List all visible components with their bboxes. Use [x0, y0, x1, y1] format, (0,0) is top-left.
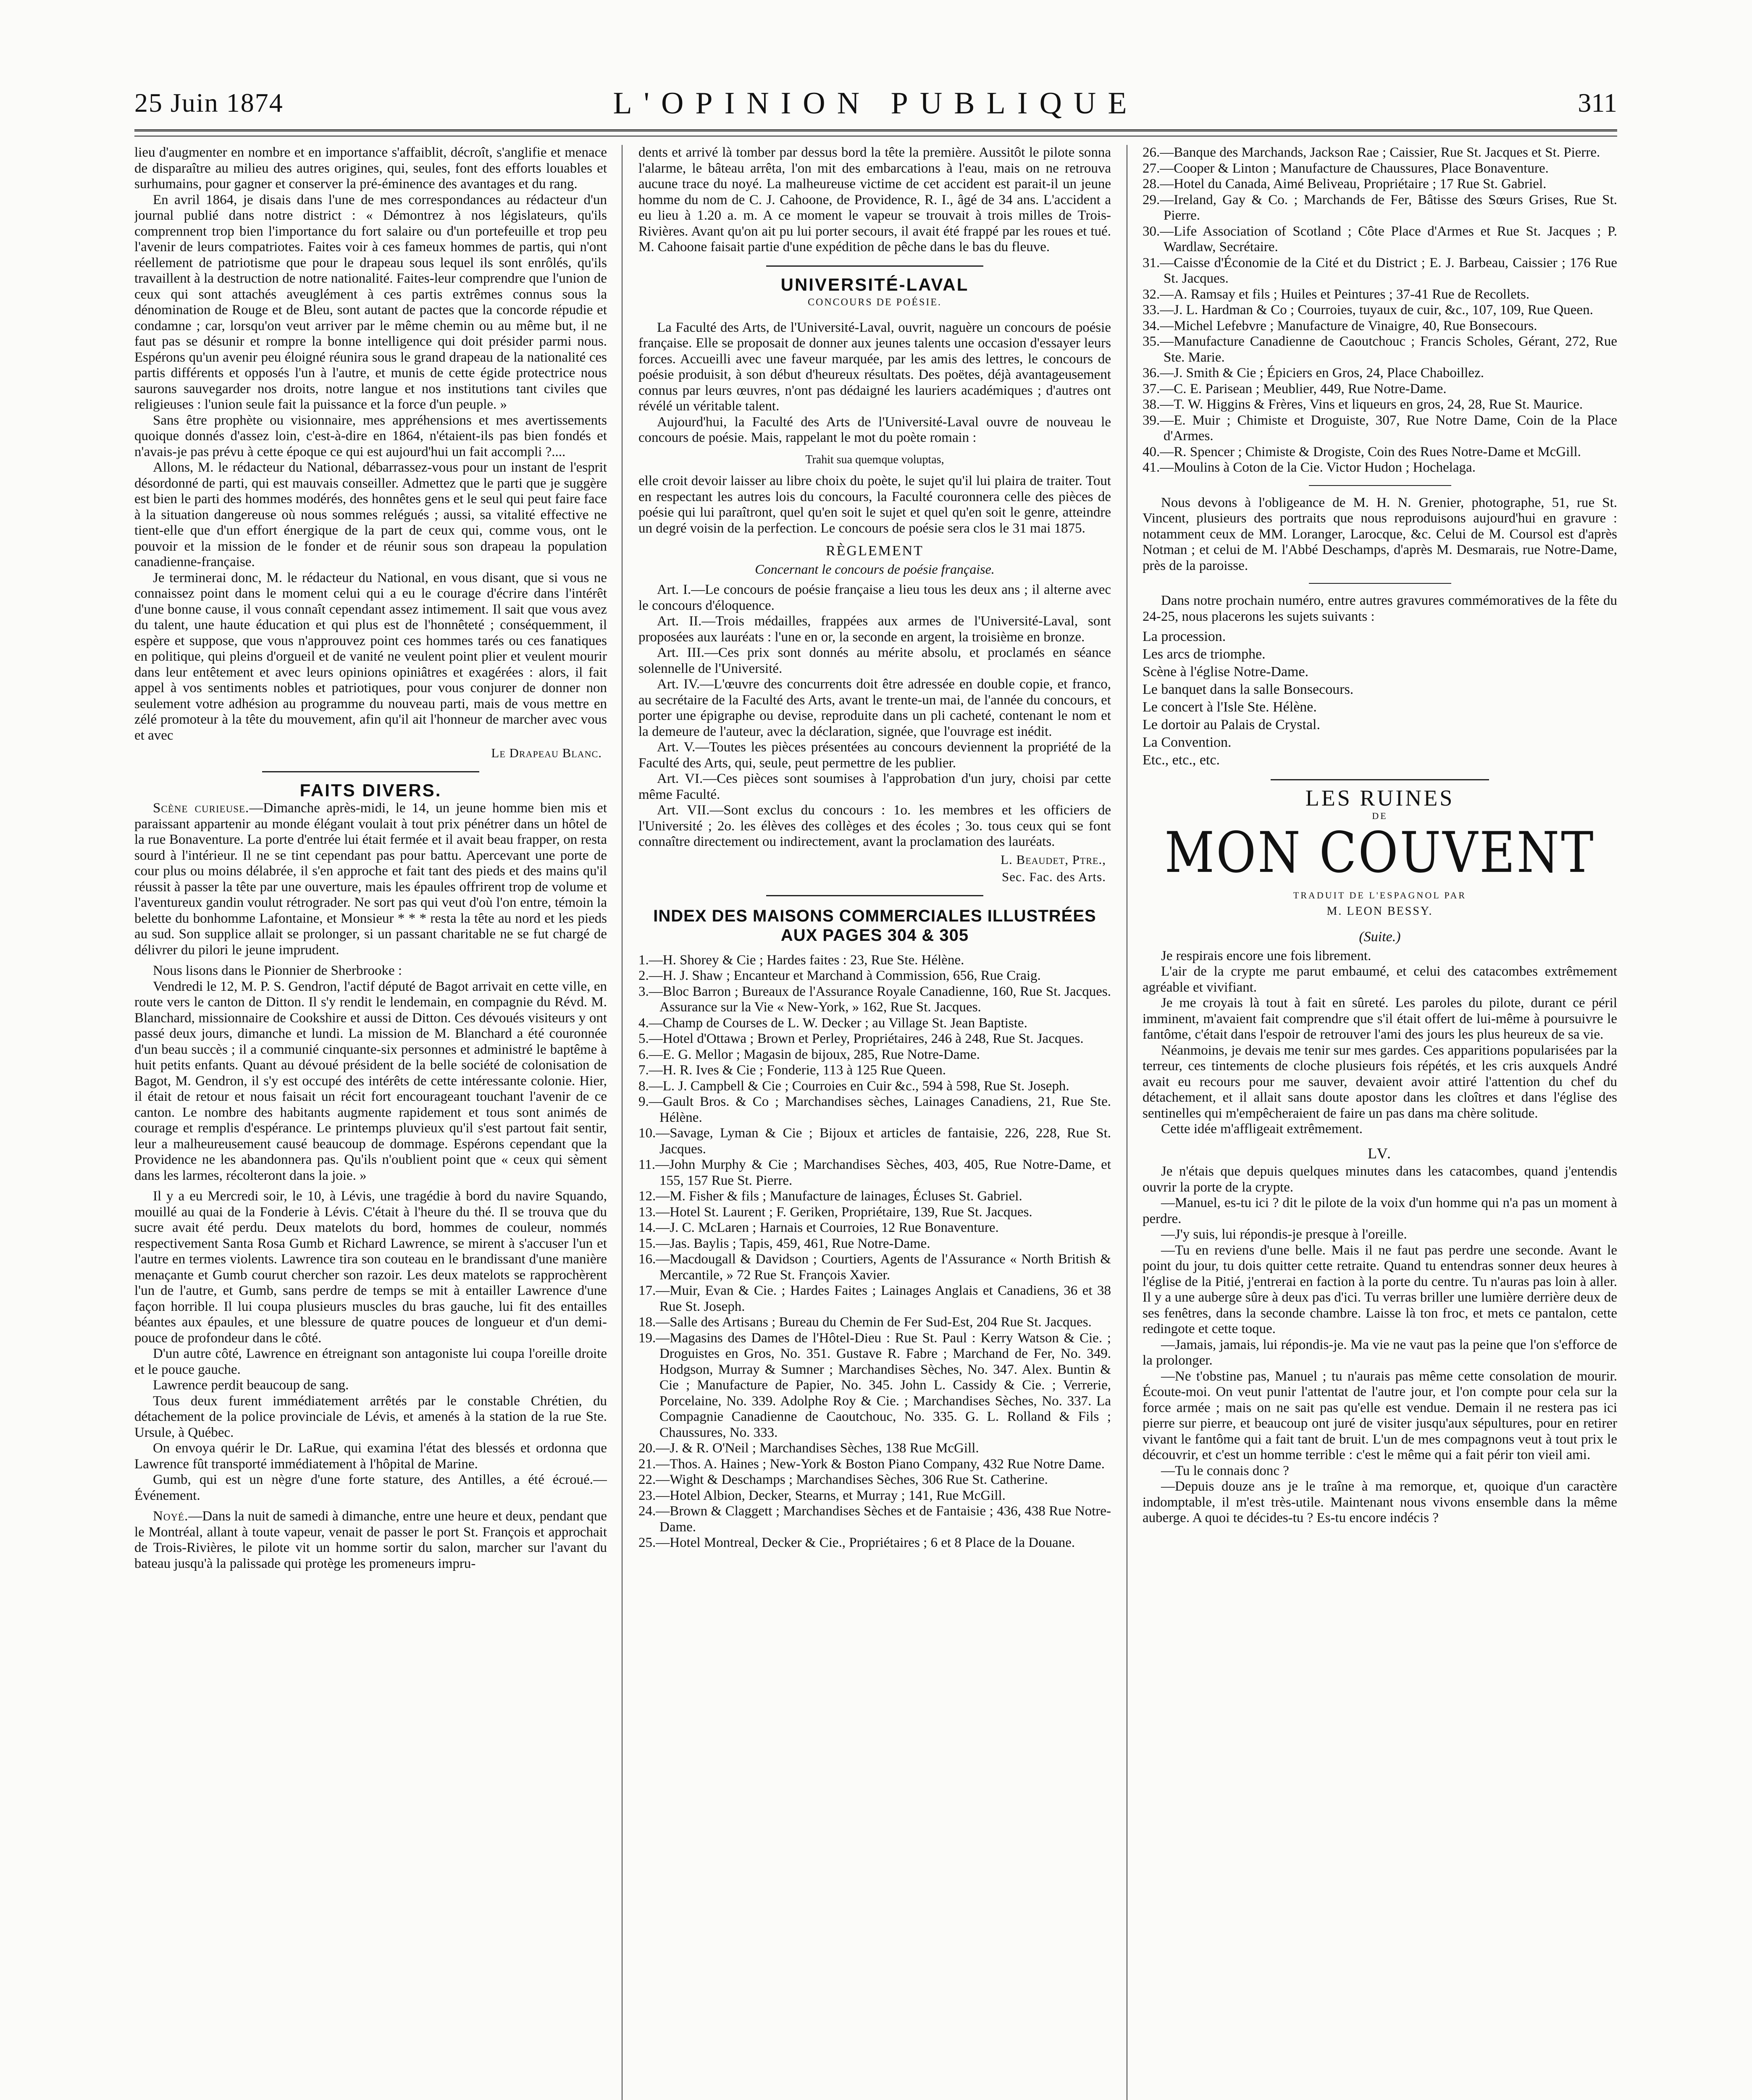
list-item: 22.—Wight & Deschamps ; Marchandises Sèches, 306 Rue St. Catherine.	[638, 1472, 1048, 1487]
business-index-list	[638, 953, 1111, 1551]
serial-paragraph: —Jamais, jamais, lui répondis-je. Ma vie ne vaut pas la peine que l'on s'efforce de la prolonger.	[1143, 1337, 1617, 1368]
list-item: Les arcs de triomphe.	[1143, 646, 1266, 662]
list-item: 14.—J. C. McLaren ; Harnais et Courroies, 12 Rue Bonaventure.	[638, 1220, 999, 1235]
list-item: 39.—E. Muir ; Chimiste et Droguiste, 307, Rue Notre Dame, Coin de la Place d'Armes.	[1143, 412, 1617, 444]
list-item: 18.—Salle des Artisans ; Bureau du Chemin de Fer Sud-Est, 204 Rue St. Jacques.	[638, 1315, 1092, 1330]
serial-paragraph: Néanmoins, je devais me tenir sur mes gardes. Ces apparitions popularisées par la terreur, ces tintements de cloche plusieurs fois répétés, et les cris auxquels André avait eu recours pour me sauver, devaient avoir attiré l'attention du chef du détachement, et il allait sans doute apostor dans les cloîtres et dans l'église des sentinelles qui m'empêcheraient de faire un pas dans ma chère solitude.	[1143, 1042, 1617, 1121]
list-item: 12.—M. Fisher & fils ; Manufacture de lainages, Écluses St. Gabriel.	[638, 1189, 1022, 1204]
engraving-subjects-list	[1143, 628, 1617, 769]
article-signature: Le Drapeau Blanc.	[491, 746, 602, 760]
list-item: 11.—John Murphy & Cie ; Marchandises Sèches, 403, 405, Rue Notre-Dame, et 155, 157 Rue St. Pierre.	[638, 1157, 1111, 1188]
chapter-number: LV.	[1367, 1144, 1392, 1162]
list-item: Le concert à l'Isle Ste. Hélène.	[1143, 699, 1317, 715]
rule-article: Art. II.—Trois médailles, frappées aux armes de l'Université-Laval, sont proposées aux lauréats : l'une en or, la seconde en argent, la troisième en bronze.	[638, 614, 1111, 645]
list-item: 41.—Moulins à Coton de la Cie. Victor Hudon ; Hochelaga.	[1143, 460, 1476, 475]
section-rule	[262, 771, 480, 772]
list-item: 5.—Hotel d'Ottawa ; Brown et Perley, Propriétaires, 246 à 248, Rue St. Jacques.	[638, 1031, 1084, 1046]
article-paragraph: lieu d'augmenter en nombre et en importance s'affaiblit, décroît, s'anglifie et menace de disparaître au milieu des autres origines, qui, seules, font des efforts louables et surhumains, pour gagner et conserver la pré-éminence des avantages et du rang.	[134, 145, 607, 192]
rule-article: Art. I.—Le concours de poésie française a lieu tous les deux ans ; il alterne avec le concours d'éloquence.	[638, 582, 1111, 613]
serial-paragraph: —Manuel, es-tu ici ? dit le pilote de la voix d'un homme qui n'a pas un moment à perdre.	[1143, 1195, 1617, 1226]
list-item: 19.—Magasins des Dames de l'Hôtel-Dieu : Rue St. Paul : Kerry Watson & Cie. ; Droguistes en Gros, No. 351. Gustave R. Fabre ; Marchand de Fer, No. 349. Hodgson, Murray & Sumner ; Marchandises Sèches, No. 347. Alex. Buntin & Cie ; Manufacture de Papier, No. 345. John L. Cassidy & Cie. ; Verrerie, Porcelaine, No. 339. Adolphe Roy & Cie. ; Marchandises Sèches, No. 337. La Compagnie Canadienne de Caoutchouc, No. 335. G. L. Rolland & Fils ; Chaussures, No. 333.	[638, 1330, 1111, 1440]
serial-de: DE	[1372, 810, 1388, 821]
section-rule	[766, 895, 984, 896]
list-item: 15.—Jas. Baylis ; Tapis, 459, 461, Rue Notre-Dame.	[638, 1236, 930, 1251]
serial-continued: (Suite.)	[1359, 929, 1401, 945]
article-signature: L. Beaudet, Ptre.,	[1001, 852, 1106, 867]
list-item: 20.—J. & R. O'Neil ; Marchandises Sèches, 138 Rue McGill.	[638, 1441, 979, 1456]
serial-paragraph: —Depuis douze ans je le traîne à ma remorque, et, quoique d'un caractère indomptable, il m'est très-utile. Maintenant nous vivons ensemble dans la même auberge. A quoi te décides-tu ? Es-tu encore indécis ?	[1143, 1479, 1617, 1525]
reglement-heading: RÈGLEMENT	[826, 543, 924, 559]
rule-article: Art. V.—Toutes les pièces présentées au concours deviennent la propriété de la Faculté des Arts, qui, seule, peut permettre de les publier.	[638, 740, 1111, 771]
serial-title: MON COUVENT	[1164, 820, 1595, 886]
news-item: D'un autre côté, Lawrence en étreignant son antagoniste lui coupa l'oreille droite et le pouce gauche.	[134, 1346, 607, 1377]
serial-paragraph: —Tu en reviens d'une belle. Mais il ne faut pas perdre une seconde. Avant le point du jour, tu dois quitter cette retraite. Quand tu entendras sonner deux heures à l'église de la Pitié, j'entrerai en faction à la porte du centre. Tu n'auras pas loin à aller. Il y a une auberge sûre à deux pas d'ici. Tu verras briller une lumière derrière deux de ses fenêtres, dans la seconde chambre. Laisse là ton froc, et mets ce pantalon, cette redingote et cette toque.	[1143, 1242, 1617, 1336]
article-paragraph: Je terminerai donc, M. le rédacteur du National, en vous disant, que si vous ne connaissez point dans le moment celui qui a eu le courage d'écrire dans l'intérêt d'une bonne cause, il vous connaît cependant assez intimement. Il sait que vous avez du talent, une haute éducation et qui plus est de l'honnêteté ; conséquemment, il espère et suppose, que vous n'approuvez point ces hommes tarés ou ces fanatiques en politique, qui pleins d'orgueil et de vanité ne veulent point plier et veulent mourir dans leur entêtement et avec leurs opinions opiniâtres et exagérées : alors, il fait appel à vos sentiments nobles et patriotiques, pour vous conjurer de donner non seulement votre adhésion au programme du nouveau parti, mais de vous mettre en zélé promoteur à la tête du mouvement, afin qu'il ait l'honneur de marcher avec vous et avec	[134, 570, 607, 743]
serial-paragraph: Je me croyais là tout à fait en sûreté. Les paroles du pilote, durant ce péril imminent, m'avaient fait comprendre que s'il était offert de lui-même à poursuivre le fantôme, c'était dans l'espoir de retrouver l'ami des jours les plus heureux de sa vie.	[1143, 995, 1617, 1042]
serial-kicker: LES RUINES	[1305, 785, 1455, 811]
article-signature: Sec. Fac. des Arts.	[1001, 869, 1106, 884]
news-text: —Dans la nuit de samedi à dimanche, entre une heure et deux, pendant que le Montréal, allant à toute vapeur, venait de passer le port St. François et approchait de Trois-Rivières, le pilote vit un homme sortir du salon, marcher sur l'avant du bateau jusqu'à la palissade qui protège les promeneurs impru-	[134, 1509, 607, 1571]
list-item: 29.—Ireland, Gay & Co. ; Marchands de Fer, Bâtisse des Sœurs Grises, Rue St. Pierre.	[1143, 192, 1617, 223]
notice-paragraph: Nous devons à l'obligeance de M. H. N. Grenier, photographe, 51, rue St. Vincent, plusieurs des portraits que nous reproduisons aujourd'hui en gravure : notamment ceux de MM. Loranger, Larocque, &c. Celui de M. Coursol est d'après Notman ; et celui de M. l'Abbé Deschamps, d'après M. Desmarais, rue Notre-Dame, près de la paroisse.	[1143, 495, 1617, 573]
list-item: 34.—Michel Lefebvre ; Manufacture de Vinaigre, 40, Rue Bonsecours.	[1143, 318, 1537, 333]
list-item: 35.—Manufacture Canadienne de Caoutchouc ; Francis Scholes, Gérant, 272, Rue Ste. Marie.	[1143, 334, 1617, 365]
list-item: 17.—Muir, Evan & Cie. ; Hardes Faites ; Lainages Anglais et Canadiens, 36 et 38 Rue St. Joseph.	[638, 1283, 1111, 1314]
list-item: 4.—Champ de Courses de L. W. Decker ; au Village St. Jean Baptiste.	[638, 1015, 1027, 1031]
list-item: 27.—Cooper & Linton ; Manufacture de Chaussures, Place Bonaventure.	[1143, 160, 1549, 176]
serial-translation-note: TRADUIT DE L'ESPAGNOL PAR	[1293, 890, 1467, 900]
article-paragraph: elle croit devoir laisser au libre choix du poète, le sujet qu'il lui plaira de traiter. Tout en respectant les autres lois du concours, la Faculté couronnera celle des pièces de poésie qui lui paraîtront, quel qu'en soit le sujet et quel qu'en soit le genre, atteindre un degré voisin de la perfection. Le concours de poésie sera clos le 31 mai 1875.	[638, 473, 1111, 536]
section-heading-universite: UNIVERSITÉ-LAVAL	[780, 274, 969, 294]
latin-quote: Trahit sua quemque voluptas,	[805, 453, 944, 466]
list-item: 28.—Hotel du Canada, Aimé Beliveau, Propriétaire ; 17 Rue St. Gabriel.	[1143, 176, 1547, 192]
list-item: 9.—Gault Bros. & Co ; Marchandises sèches, Lainages Canadiens, 21, Rue Ste. Hélène.	[638, 1094, 1111, 1125]
rule-article: Art. VI.—Ces pièces sont soumises à l'approbation d'un jury, choisi par cette même Faculté.	[638, 771, 1111, 802]
column-2	[638, 145, 1111, 2100]
news-item	[134, 1509, 607, 1572]
business-index-list	[1143, 145, 1617, 476]
column-3	[1143, 145, 1617, 2100]
list-item: 24.—Brown & Claggett ; Marchandises Sèches et de Fantaisie ; 436, 438 Rue Notre-Dame.	[638, 1504, 1111, 1535]
news-item: On envoya quérir le Dr. LaRue, qui examina l'état des blessés et ordonna que Lawrence fût transporté immédiatement à l'hôpital de Marine.	[134, 1441, 607, 1472]
list-item: Etc., etc., etc.	[1143, 752, 1220, 768]
news-item	[134, 801, 607, 958]
list-item: 7.—H. R. Ives & Cie ; Fonderie, 113 à 125 Rue Queen.	[638, 1063, 946, 1078]
list-item: 30.—Life Association of Scotland ; Côte Place d'Armes et Rue St. Jacques ; P. Wardlaw, Secrétaire.	[1143, 223, 1617, 255]
article-paragraph: Allons, M. le rédacteur du National, débarrassez-vous pour un instant de l'esprit désordonné de parti, qui est mauvais conseiller. Admettez que le parti que je suggère est bien le parti des hommes modérés, des honnêtes gens et le seul qui peut faire face à la situation dangereuse où nous sommes relégués ; aussi, sa vitalité effective ne tient-elle que d'un effort énergique de la part de ceux qui, comme vous, ont le pouvoir et la mission de le fonder et de réunir sous son drapeau la population canadienne-française.	[134, 460, 607, 570]
serial-paragraph: —Ne t'obstine pas, Manuel ; tu n'aurais pas même cette consolation de mourir. Écoute-moi. On veut punir l'attentat de l'autre jour, et l'on compte pour cela sur la force armée ; mais on ne sait pas qu'elle est vendue. Demain il ne restera pas ici pierre sur pierre, et beaucoup ont juré de visiter jusqu'aux sépultures, pour en retirer vivant le fantôme qui a fait tant de bruit. L'un de mes compagnons veut à tout prix le découvrir, et c'est un homme terrible : c'est le même qui a fait périr ton vieil ami.	[1143, 1368, 1617, 1462]
rule-article: Art. VII.—Sont exclus du concours : 1o. les membres et les officiers de l'Université ; 2o. les élèves des collèges et des écoles ; 3o. tous ceux qui se font connaître directement ou indirectement, avant la proclamation des lauréats.	[638, 803, 1111, 849]
article-paragraph: En avril 1864, je disais dans l'une de mes correspondances au rédacteur d'un journal publié dans notre district : « Démontrez à nos législateurs, qu'ils comprennent trop bien l'importance du fort salaire ou d'un portefeuille et trop peu l'avenir de leurs compatriotes. Faites voir à ces fameux hommes de partis, qui n'ont réellement de patriotisme que pour le drapeau sous lequel ils sont enrôlés, qu'ils travaillent à la destruction de notre nationalité. Faites-leur comprendre que l'union de ceux qui sont attachés aveuglément à ces partis extrêmes connus sous la dénomination de Rouge et de Bleu, sont autant de pactes que la concorde répudie et condamne ; car, lorsqu'on veut arriver par le même chemin ou au même but, il ne faut pas se désunir et rompre la bonne intelligence qui doit présider parmi nous. Espérons qu'un avenir peu éloigné réunira sous le grand drapeau de la nationalité ces partis différents et opposés l'un à l'autre, et munis de cette égide protectrice nous saurons sauvegarder nos droits, notre langue et nos institutions tant civiles que religieuses : l'union seule fait la puissance et la force d'un peuple. »	[134, 192, 607, 412]
serial-paragraph: —J'y suis, lui répondis-je presque à l'oreille.	[1161, 1227, 1407, 1242]
news-item: Lawrence perdit beaucoup de sang.	[153, 1378, 349, 1393]
list-item: 1.—H. Shorey & Cie ; Hardes faites : 23, Rue Ste. Hélène.	[638, 952, 964, 968]
list-item: 21.—Thos. A. Haines ; New-York & Boston Piano Company, 432 Rue Notre Dame.	[638, 1456, 1105, 1472]
list-item: 16.—Macdougall & Davidson ; Courtiers, Agents de l'Assurance « North British & Mercantile, » 72 Rue St. François Xavier.	[638, 1252, 1111, 1283]
article-paragraph: Sans être prophète ou visionnaire, mes appréhensions et mes avertissements quoique donnés d'assez loin, c'est-à-dire en 1864, n'étaient-ils pas bien fondés et n'avais-je pas prévu à cette époque ce qui est aujourd'hui un fait accompli ?....	[134, 412, 607, 459]
list-item: 25.—Hotel Montreal, Decker & Cie., Propriétaires ; 6 et 8 Place de la Douane.	[638, 1535, 1075, 1550]
article-paragraph: La Faculté des Arts, de l'Université-Laval, ouvrit, naguère un concours de poésie française. Elle se proposait de donner aux jeunes talents une occasion d'essayer leurs forces. Accueilli avec une faveur marquée, par les amis des lettres, le concours de poésie produisit, à son début d'heureux résultats. Des poëtes, déjà avantageusement connus par leurs œuvres, n'ont pas dédaigné les lauriers académiques ; d'autres ont révélé un véritable talent.	[638, 320, 1111, 414]
list-item: Le dortoir au Palais de Crystal.	[1143, 717, 1321, 732]
section-rule	[1309, 583, 1451, 584]
rule-article: Art. IV.—L'œuvre des concurrents doit être adressée en double copie, et franco, au secrétaire de la Faculté des Arts, avant le trente-un mai, de l'année du concours, et porter une épigraphe ou devise, reproduite dans un pli cacheté, contenant le nom et la demeure de l'auteur, avec la déclaration, signée, que l'ouvrage est inédit.	[638, 677, 1111, 739]
list-item: 26.—Banque des Marchands, Jackson Rae ; Caissier, Rue St. Jacques et St. Pierre.	[1143, 145, 1600, 160]
news-text: —Dimanche après-midi, le 14, un jeune homme bien mis et paraissant appartenir au monde élégant voulait à tout prix pénétrer dans un hôtel de la rue Bonaventure. La porte d'entrée lui était fermée et il avait beau frapper, on resta sourd à l'intérieur. Il ne se tint cependant pas pour battu. Apercevant une porte de cour plus ou moins délabrée, il s'en approche et fait tant des pieds et des mains qu'il réussit à passer la tête par une ouverture, mais les épaules offrirent trop de volume et l'aventureux gandin voulut rétrograder. Ne sort pas qui veut d'où l'on entre, témoin la belette du bonhomme Lafontaine, et Monsieur * * * resta la tête au nord et les pieds au sud. Son supplice allait se prolonger, si un passant charitable ne se fut chargé de délivrer du pilori le jeune imprudent.	[134, 801, 607, 958]
rule-article: Art. III.—Ces prix sont donnés au mérite absolu, et proclamés en séance solennelle de l'Université.	[638, 645, 1111, 676]
serial-paragraph: Cette idée m'affligeait extrêmement.	[1161, 1121, 1363, 1137]
list-item: Le banquet dans la salle Bonsecours.	[1143, 682, 1354, 697]
notice-paragraph: Dans notre prochain numéro, entre autres gravures commémoratives de la fête du 24-25, nous placerons les sujets suivants :	[1143, 593, 1617, 624]
article-paragraph: Aujourd'hui, la Faculté des Arts de l'Université-Laval ouvre de nouveau le concours de poésie. Mais, rappelant le mot du poète romain :	[638, 414, 1111, 445]
list-item: 2.—H. J. Shaw ; Encanteur et Marchand à Commission, 656, Rue Craig.	[638, 968, 1041, 983]
news-item: Gumb, qui est un nègre d'une forte stature, des Antilles, a été écroué.—Événement.	[134, 1472, 607, 1503]
serial-translator: M. LEON BESSY.	[1326, 904, 1433, 918]
masthead-rule	[134, 129, 1617, 136]
serial-paragraph: Je respirais encore une fois librement.	[1161, 948, 1371, 963]
news-kicker: Noyé.	[153, 1509, 189, 1524]
article-paragraph: dents et arrivé là tomber par dessus bord la tête la première. Aussitôt le pilote sonna l'alarme, le bâteau arrêta, l'on mit des embarcations à l'eau, mais on ne retrouva aucune trace du noyé. La malheureuse victime de cet accident est parait-il un jeune homme du nom de C. J. Cahoone, de Providence, R. I., âgé de 34 ans. L'accident a eu lieu à 1.20 a. m. A ce moment le vapeur se trouvait à trois milles de Trois-Rivières. Avant qu'on ait pu lui porter secours, il avait été frappé par les roues et tué. M. Cahoone faisait partie d'une expédition de pêche dans le bas du fleuve.	[638, 145, 1111, 255]
serial-paragraph: L'air de la crypte me parut embaumé, et celui des catacombes extrêmement agréable et vivifiant.	[1143, 964, 1617, 995]
news-item: Tous deux furent immédiatement arrêtés par le constable Chrétien, du détachement de la police provinciale de Lévis, et amenés à la station de la rue Ste. Ursule, à Québec.	[134, 1393, 607, 1440]
list-item: 8.—L. J. Campbell & Cie ; Courroies en Cuir &c., 594 à 598, Rue St. Joseph.	[638, 1078, 1069, 1094]
column-1	[134, 145, 607, 2100]
news-item: Il y a eu Mercredi soir, le 10, à Lévis, une tragédie à bord du navire Squando, mouillé au quai de la Fonderie à Lévis. C'était à l'heure du thé. Il se trouva que du sucre avait été perdu. Deux matelots du bord, hommes de couleur, nommés respectivement Santa Rosa Gumb et Richard Lawrence, se mirent à s'accuser l'un et l'autre en termes violents. Lawrence tira son couteau en le brandissant d'une manière menaçante et Gumb courut chercher son razoir. Les deux matelots se rapprochèrent l'un de l'autre, et Gumb, sans perdre de temps se mit à entailler Lawrence d'une façon horrible. Il lui coupa plusieurs muscles du bras gauche, lui fit des entailles béantes aux épaules, et une blessure de quatre pouces de longueur et d'un demi-pouce de profondeur dans le côté.	[134, 1189, 607, 1346]
list-item: 6.—E. G. Mellor ; Magasin de bijoux, 285, Rue Notre-Dame.	[638, 1047, 980, 1062]
news-intro: Nous lisons dans le Pionnier de Sherbrooke :	[153, 963, 402, 978]
list-item: La procession.	[1143, 629, 1226, 644]
section-rule	[1309, 485, 1451, 486]
list-item: 33.—J. L. Hardman & Co ; Courroies, tuyaux de cuir, &c., 107, 109, Rue Queen.	[1143, 302, 1593, 318]
section-rule	[1271, 779, 1489, 780]
list-item: 13.—Hotel St. Laurent ; F. Geriken, Propriétaire, 139, Rue St. Jacques.	[638, 1204, 1032, 1220]
list-item: La Convention.	[1143, 735, 1232, 750]
reglement-subheading: Concernant le concours de poésie française.	[755, 561, 995, 577]
list-item: 23.—Hotel Albion, Decker, Stearns, et Murray ; 141, Rue McGill.	[638, 1488, 1006, 1503]
list-item: 10.—Savage, Lyman & Cie ; Bijoux et articles de fantaisie, 226, 228, Rue St. Jacques.	[638, 1126, 1111, 1157]
section-rule	[766, 265, 984, 267]
list-item: 40.—R. Spencer ; Chimiste & Drogiste, Coin des Rues Notre-Dame et McGill.	[1143, 444, 1581, 459]
serial-paragraph: Je n'étais que depuis quelques minutes dans les catacombes, quand j'entendis ouvrir la porte de la crypte.	[1143, 1164, 1617, 1195]
list-item: 31.—Caisse d'Économie de la Cité et du District ; E. J. Barbeau, Caissier ; 176 Rue St. Jacques.	[1143, 255, 1617, 286]
list-item: Scène à l'église Notre-Dame.	[1143, 664, 1309, 680]
list-item: 36.—J. Smith & Cie ; Épiciers en Gros, 24, Place Chaboillez.	[1143, 365, 1484, 381]
list-item: 32.—A. Ramsay et fils ; Huiles et Peintures ; 37-41 Rue de Recollets.	[1143, 286, 1530, 302]
columns	[134, 145, 1617, 2100]
issue-date: 25 Juin 1874	[134, 88, 284, 118]
masthead	[134, 84, 1617, 139]
news-kicker: Scène curieuse.	[153, 801, 250, 816]
news-item: Vendredi le 12, M. P. S. Gendron, l'actif député de Bagot arrivait en cette ville, en route vers le canton de Ditton. Il s'y rendit le lendemain, en compagnie du Révd. M. Blanchard, missionnaire de Cookshire et aussi de Ditton. Ces dévoués visiteurs y ont passé deux jours, dimanche et lundi. La mission de M. Blanchard a été couronnée d'un beau succès ; il a communié cinquante-six personnes et administré le baptême à huit petits enfants. Quant au dévoué président de la belle société de colonisation de Bagot, M. Gendron, il s'y est occupé des intérêts de cette intéressante colonie. Hier, il était de retour et nous faisait un récit fort encourageant touchant l'avenir de ce canton. Le nombre des habitants augmente rapidement et tous sont animés de courage et remplis d'espérance. Le printemps pluvieux qu'il s'est partout fait sentir, leur a malheureusement causé beaucoup de dommage. Espérons cependant que la Providence ne les abandonnera pas. Qu'ils n'oublient point que « ceux qui sèment dans les larmes, récolteront dans la joie. »	[134, 979, 607, 1183]
serial-paragraph: —Tu le connais donc ?	[1161, 1463, 1289, 1478]
index-heading: INDEX DES MAISONS COMMERCIALES ILLUSTRÉES AUX PAGES 304 & 305	[653, 906, 1096, 945]
section-heading-faits-divers: FAITS DIVERS.	[299, 780, 442, 800]
list-item: 3.—Bloc Barron ; Bureaux de l'Assurance Royale Canadienne, 160, Rue St. Jacques. Assurance sur la Vie « New-York, » 162, Rue St. Jacques.	[638, 984, 1111, 1015]
list-item: 37.—C. E. Parisean ; Meublier, 449, Rue Notre-Dame.	[1143, 381, 1447, 396]
newspaper-title: L'OPINION PUBLIQUE	[613, 86, 1139, 121]
page-number: 311	[1578, 88, 1617, 118]
section-subheading: CONCOURS DE POÉSIE.	[807, 297, 942, 308]
list-item: 38.—T. W. Higgins & Frères, Vins et liqueurs en gros, 24, 28, Rue St. Maurice.	[1143, 397, 1583, 412]
